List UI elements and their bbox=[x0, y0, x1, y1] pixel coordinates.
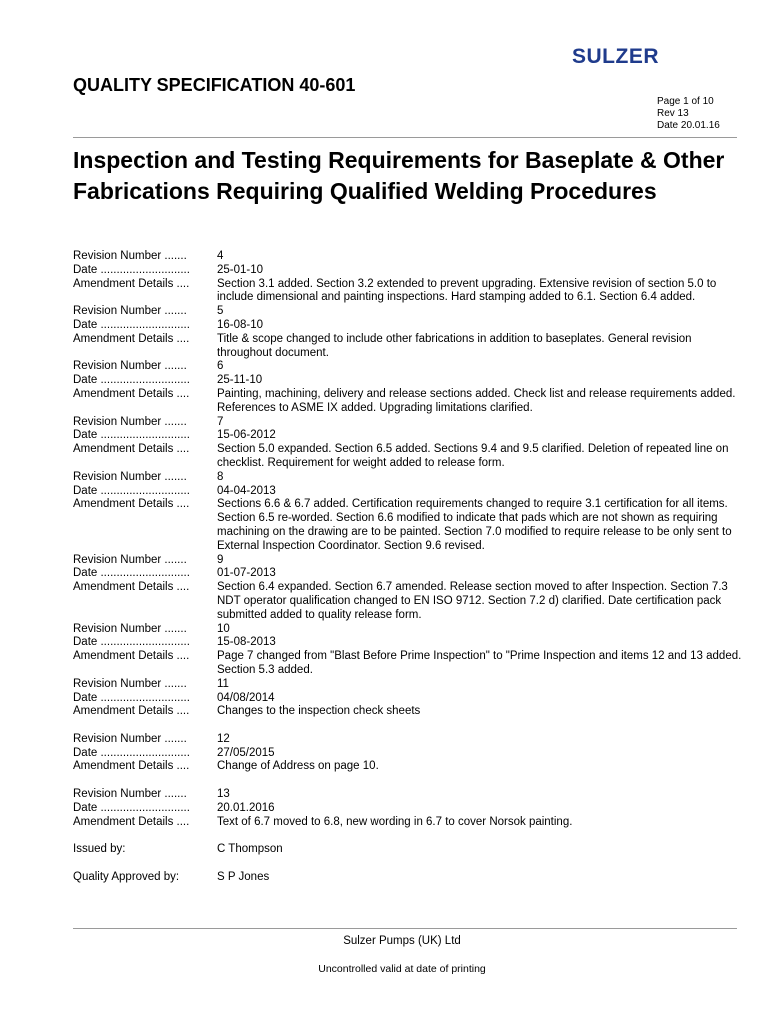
revision-date-row bbox=[73, 264, 743, 278]
revision-number-label: Revision Number ....... bbox=[73, 553, 187, 566]
revision-date-row bbox=[73, 802, 743, 816]
amendment-details-row bbox=[73, 498, 743, 553]
revision-number-label: Revision Number ....... bbox=[73, 360, 187, 373]
revision-number-value: 12 bbox=[217, 732, 230, 745]
revision-date-label: Date ............................ bbox=[73, 567, 190, 580]
revision-number-row bbox=[73, 623, 743, 637]
issued-by-label: Issued by: bbox=[73, 843, 126, 856]
page-number: Page 1 of 10 bbox=[657, 96, 714, 107]
revision-number-label: Revision Number ....... bbox=[73, 250, 187, 262]
spacer bbox=[73, 857, 743, 871]
footer-company: Sulzer Pumps (UK) Ltd bbox=[343, 935, 461, 947]
revision-date-row bbox=[73, 636, 743, 650]
amendment-details-row bbox=[73, 388, 743, 416]
revision-number-label: Revision Number ....... bbox=[73, 622, 187, 635]
amendment-details-value: Section 3.1 added. Section 3.2 extended to prevent upgrading. Extensive revision of section 5.0 to include dimensional and painting inspections. Hard stamping added to 6.1. Section 6.4 added. bbox=[217, 277, 717, 304]
amendment-details-value: Changes to the inspection check sheets bbox=[217, 705, 421, 718]
amendment-details-value: Page 7 changed from "Blast Before Prime Inspection" to "Prime Inspection and items 12 and 13 added. Section 5.3 added. bbox=[217, 650, 742, 676]
issued-by-value: C Thompson bbox=[217, 843, 283, 856]
document-title: Inspection and Testing Requirements for Baseplate & Other Fabrications Requiring Qualified Welding Procedures bbox=[73, 147, 725, 204]
revision-number-value: 7 bbox=[217, 415, 224, 428]
revision-date-value: 15-08-2013 bbox=[217, 636, 276, 649]
sulzer-logo: SULZER bbox=[572, 45, 659, 68]
revision-number-row bbox=[73, 250, 743, 264]
amendment-details-row bbox=[73, 278, 743, 306]
revision-date-value: 04-04-2013 bbox=[217, 484, 276, 497]
revision-date-label: Date ............................ bbox=[73, 318, 190, 331]
issued-by-row bbox=[73, 843, 743, 857]
spec-title: QUALITY SPECIFICATION 40-601 bbox=[73, 75, 356, 95]
revision-number-label: Revision Number ....... bbox=[73, 415, 187, 428]
revision-date-row bbox=[73, 692, 743, 706]
revision-date-value: 15-06-2012 bbox=[217, 429, 276, 442]
revision-number-label: Revision Number ....... bbox=[73, 732, 187, 745]
amendment-details-label: Amendment Details .... bbox=[73, 815, 190, 828]
issue-date: Date 20.01.16 bbox=[657, 120, 720, 131]
amendment-details-row bbox=[73, 760, 743, 774]
revision-number-value: 6 bbox=[217, 360, 224, 373]
amendment-details-value: Section 6.4 expanded. Section 6.7 amended. Release section moved to after Inspection. Section 7.3 NDT operator qualification changed to EN ISO 9712. Section 7.2 d) clarified. Date certification pack submitted added to quality release form. bbox=[217, 581, 728, 621]
amendment-details-value: Title & scope changed to include other fabrications in addition to baseplates. General revision throughout document. bbox=[217, 332, 692, 359]
revision-date-row bbox=[73, 429, 743, 443]
amendment-details-label: Amendment Details .... bbox=[73, 387, 190, 400]
amendment-details-row bbox=[73, 705, 743, 719]
amendment-details-row bbox=[73, 581, 743, 622]
revision-number-label: Revision Number ....... bbox=[73, 470, 187, 483]
revision-date-value: 04/08/2014 bbox=[217, 691, 275, 704]
approved-by-value: S P Jones bbox=[217, 870, 270, 883]
revision-date-value: 25-01-10 bbox=[217, 263, 264, 276]
revision-number-value: 11 bbox=[217, 677, 229, 690]
footer-note: Uncontrolled valid at date of printing bbox=[318, 963, 486, 975]
revision-number-row bbox=[73, 788, 743, 802]
amendment-details-row bbox=[73, 443, 743, 471]
approved-by-label: Quality Approved by: bbox=[73, 870, 180, 883]
revision-date-row bbox=[73, 485, 743, 499]
revision-number-value: 13 bbox=[217, 788, 230, 801]
spacer bbox=[73, 774, 743, 788]
approved-by-row bbox=[73, 871, 743, 885]
amendment-details-label: Amendment Details .... bbox=[73, 650, 190, 663]
revision-number-row bbox=[73, 360, 743, 374]
revision-number-row bbox=[73, 416, 743, 430]
revision-number-value: 8 bbox=[217, 470, 224, 483]
revision-date-value: 20.01.2016 bbox=[217, 801, 275, 814]
revision-date-value: 01-07-2013 bbox=[217, 567, 276, 580]
amendment-details-row bbox=[73, 816, 743, 830]
revision-number-label: Revision Number ....... bbox=[73, 788, 187, 801]
revision-date-value: 27/05/2015 bbox=[217, 746, 275, 759]
revision-number-value: 5 bbox=[217, 305, 224, 318]
amendment-details-label: Amendment Details .... bbox=[73, 581, 190, 594]
amendment-details-row bbox=[73, 650, 743, 678]
amendment-details-label: Amendment Details .... bbox=[73, 332, 190, 345]
amendment-details-label: Amendment Details .... bbox=[73, 443, 190, 456]
revision-date-row bbox=[73, 319, 743, 333]
revision-date-row bbox=[73, 747, 743, 761]
amendment-details-label: Amendment Details .... bbox=[73, 498, 190, 511]
revision-date-label: Date ............................ bbox=[73, 746, 190, 759]
spacer bbox=[73, 719, 743, 733]
revision-number-row bbox=[73, 305, 743, 319]
revision-history bbox=[73, 250, 743, 885]
document-meta bbox=[657, 96, 720, 132]
revision-date-value: 25-11-10 bbox=[217, 374, 263, 387]
revision-date-value: 16-08-10 bbox=[217, 318, 264, 331]
revision-number-row bbox=[73, 678, 743, 692]
revision-date-label: Date ............................ bbox=[73, 484, 190, 497]
amendment-details-label: Amendment Details .... bbox=[73, 760, 190, 773]
revision-number-row bbox=[73, 554, 743, 568]
amendment-details-value: Change of Address on page 10. bbox=[217, 760, 379, 773]
revision-number-value: 10 bbox=[217, 622, 230, 635]
revision-date-label: Date ............................ bbox=[73, 429, 190, 442]
revision-date-label: Date ............................ bbox=[73, 374, 190, 387]
revision-number-row bbox=[73, 733, 743, 747]
amendment-details-label: Amendment Details .... bbox=[73, 705, 190, 718]
revision-date-label: Date ............................ bbox=[73, 691, 190, 704]
revision-number-value: 4 bbox=[217, 250, 224, 262]
revision-number-row bbox=[73, 471, 743, 485]
amendment-details-value: Text of 6.7 moved to 6.8, new wording in 6.7 to cover Norsok painting. bbox=[217, 815, 573, 828]
revision-date-label: Date ............................ bbox=[73, 636, 190, 649]
revision-label: Rev 13 bbox=[657, 108, 689, 119]
amendment-details-value: Section 5.0 expanded. Section 6.5 added. Sections 9.4 and 9.5 clarified. Deletion of repeated line on checklist. Requirement for weight added to release form. bbox=[217, 443, 729, 469]
revision-number-label: Revision Number ....... bbox=[73, 677, 187, 690]
amendment-details-row bbox=[73, 333, 743, 361]
revision-date-label: Date ............................ bbox=[73, 263, 190, 276]
amendment-details-value: Painting, machining, delivery and release sections added. Check list and release requirements added. References to ASME IX added. Upgrading limitations clarified. bbox=[217, 387, 736, 414]
amendment-details-label: Amendment Details .... bbox=[73, 277, 190, 290]
revision-date-row bbox=[73, 567, 743, 581]
revision-date-row bbox=[73, 374, 743, 388]
footer-divider bbox=[73, 928, 737, 929]
spacer bbox=[73, 829, 743, 843]
amendment-details-value: Sections 6.6 & 6.7 added. Certification requirements changed to require 3.1 certification for all items. Section 6.5 re-worded. Section 6.6 modified to indicate that pads which are not shown as requiring machining on the drawing are to be painted. Section 7.0 modified to require release to be only sent to External Inspection Coordinator. Section 9.6 revised. bbox=[217, 498, 732, 552]
revision-date-label: Date ............................ bbox=[73, 801, 190, 814]
revision-number-value: 9 bbox=[217, 553, 224, 566]
header-divider bbox=[73, 137, 737, 138]
revision-number-label: Revision Number ....... bbox=[73, 305, 187, 318]
